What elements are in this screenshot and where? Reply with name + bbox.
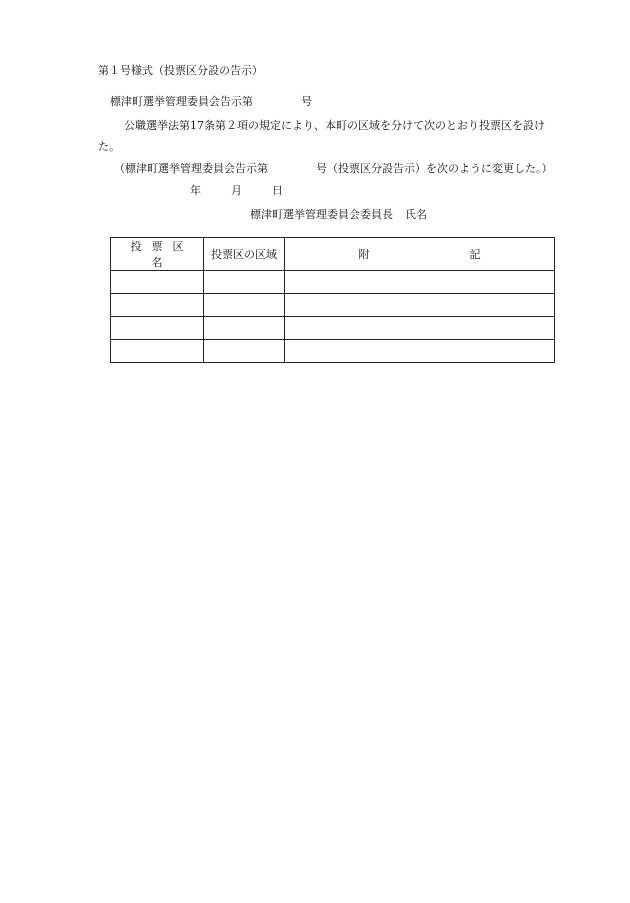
body-text-line-2: た。	[98, 140, 120, 153]
cell-district-name	[111, 294, 204, 317]
notice-prefix: 標津町選挙管理委員会告示第	[110, 95, 253, 108]
table-header-row	[111, 238, 555, 271]
date-year: 年	[190, 184, 201, 197]
notice-suffix: 号	[301, 95, 312, 108]
cell-note	[285, 294, 555, 317]
table-row	[111, 317, 555, 340]
header-note	[285, 238, 555, 271]
header-district-name: 投票区名	[111, 238, 204, 271]
amendment-line	[114, 162, 553, 176]
signature-title: 標津町選挙管理委員会委員長	[250, 208, 393, 221]
cell-note	[285, 317, 555, 340]
date-month: 月	[231, 184, 242, 197]
form-title: 第１号様式（投票区分設の告示）	[98, 64, 263, 77]
header-note-b: 記	[469, 248, 481, 261]
cell-note	[285, 340, 555, 363]
cell-district-name	[111, 317, 204, 340]
header-district-area: 投票区の区域	[204, 238, 285, 271]
cell-district-area	[204, 317, 285, 340]
signature-line	[250, 208, 427, 222]
cell-district-area	[204, 340, 285, 363]
date-line	[190, 184, 283, 198]
amendment-prefix: （標津町選挙管理委員会告示第	[114, 162, 268, 175]
cell-district-area	[204, 271, 285, 294]
amendment-suffix: 号（投票区分設告示）を次のように変更した。）	[316, 162, 553, 175]
cell-district-area	[204, 294, 285, 317]
polling-district-table	[110, 237, 555, 363]
date-day: 日	[272, 184, 283, 197]
table-row	[111, 271, 555, 294]
cell-district-name	[111, 271, 204, 294]
table-row	[111, 294, 555, 317]
cell-note	[285, 271, 555, 294]
header-note-a: 附	[358, 248, 370, 261]
body-text-line-1: 公職選挙法第17条第２項の規定により、本町の区域を分けて次のとおり投票区を設け	[124, 119, 545, 132]
notice-number-line	[110, 95, 312, 109]
cell-district-name	[111, 340, 204, 363]
signature-name: 氏名	[405, 208, 427, 221]
table-row	[111, 340, 555, 363]
